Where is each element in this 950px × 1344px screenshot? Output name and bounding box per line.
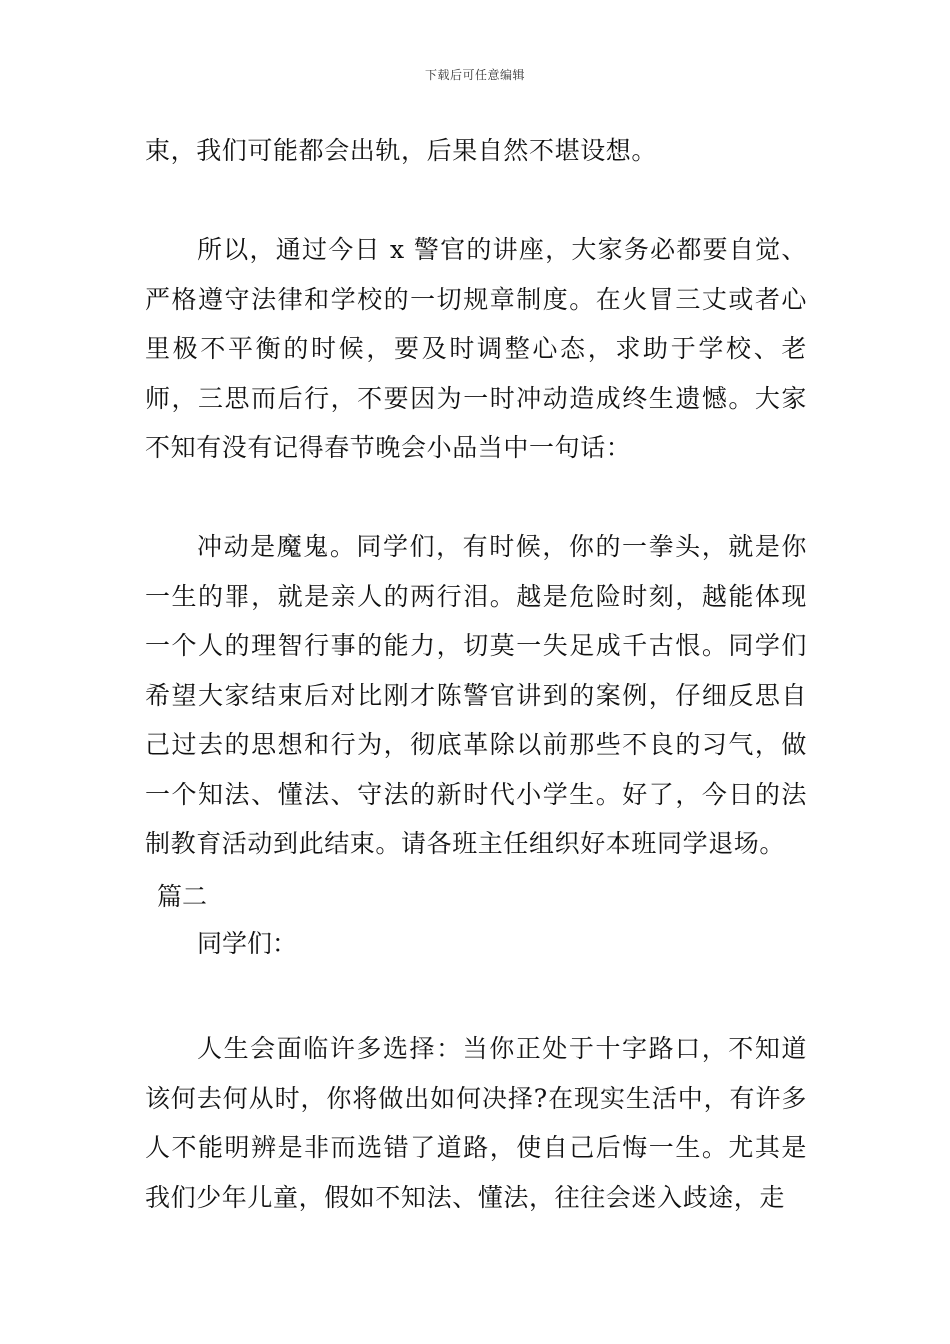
page-header-note: 下载后可任意编辑: [424, 68, 525, 82]
paragraph-lecture-summary: [145, 225, 807, 473]
section-heading: 篇二: [157, 882, 208, 911]
paragraph-life-choices: [145, 1024, 807, 1222]
paragraph-text: 冲动是魔鬼。同学们，有时候，你的一拳头，就是你一生的罪，就是亲人的两行泪。越是危险时刻，越能体现一个人的理智行事的能力，切莫一失足成千古恨。同学们希望大家结束后对比刚才陈警官讲到的案例，仔细反思自己过去的思想和行为，彻底革除以前那些不良的习气，做一个知法、懂法、守法的新时代小学生。好了，今日的法制教育活动到此结束。请各班主任组织好本班同学退场。: [145, 532, 807, 858]
paragraph-continuation: [145, 126, 807, 176]
paragraph-text: 所以，通过今日 x 警官的讲座，大家务必都要自觉、严格遵守法律和学校的一切规章制度。在火冒三丈或者心里极不平衡的时候，要及时调整心态，求助于学校、老师，三思而后行，不要因为一时冲动造成终生遗憾。大家不知有没有记得春节晚会小品当中一句话：: [145, 235, 807, 462]
salutation: 同学们：: [197, 929, 298, 958]
paragraph-text: 束，我们可能都会出轨，后果自然不堪设想。: [145, 136, 658, 165]
paragraph-text: 人生会面临许多选择：当你正处于十字路口，不知道该何去何从时，你将做出如何决择?在现实生活中，有许多人不能明辨是非而选错了道路，使自己后悔一生。尤其是我们少年儿童，假如不知法、懂法，往往会迷入歧途，走: [145, 1034, 807, 1212]
paragraph-impulse-warning: [145, 522, 807, 869]
